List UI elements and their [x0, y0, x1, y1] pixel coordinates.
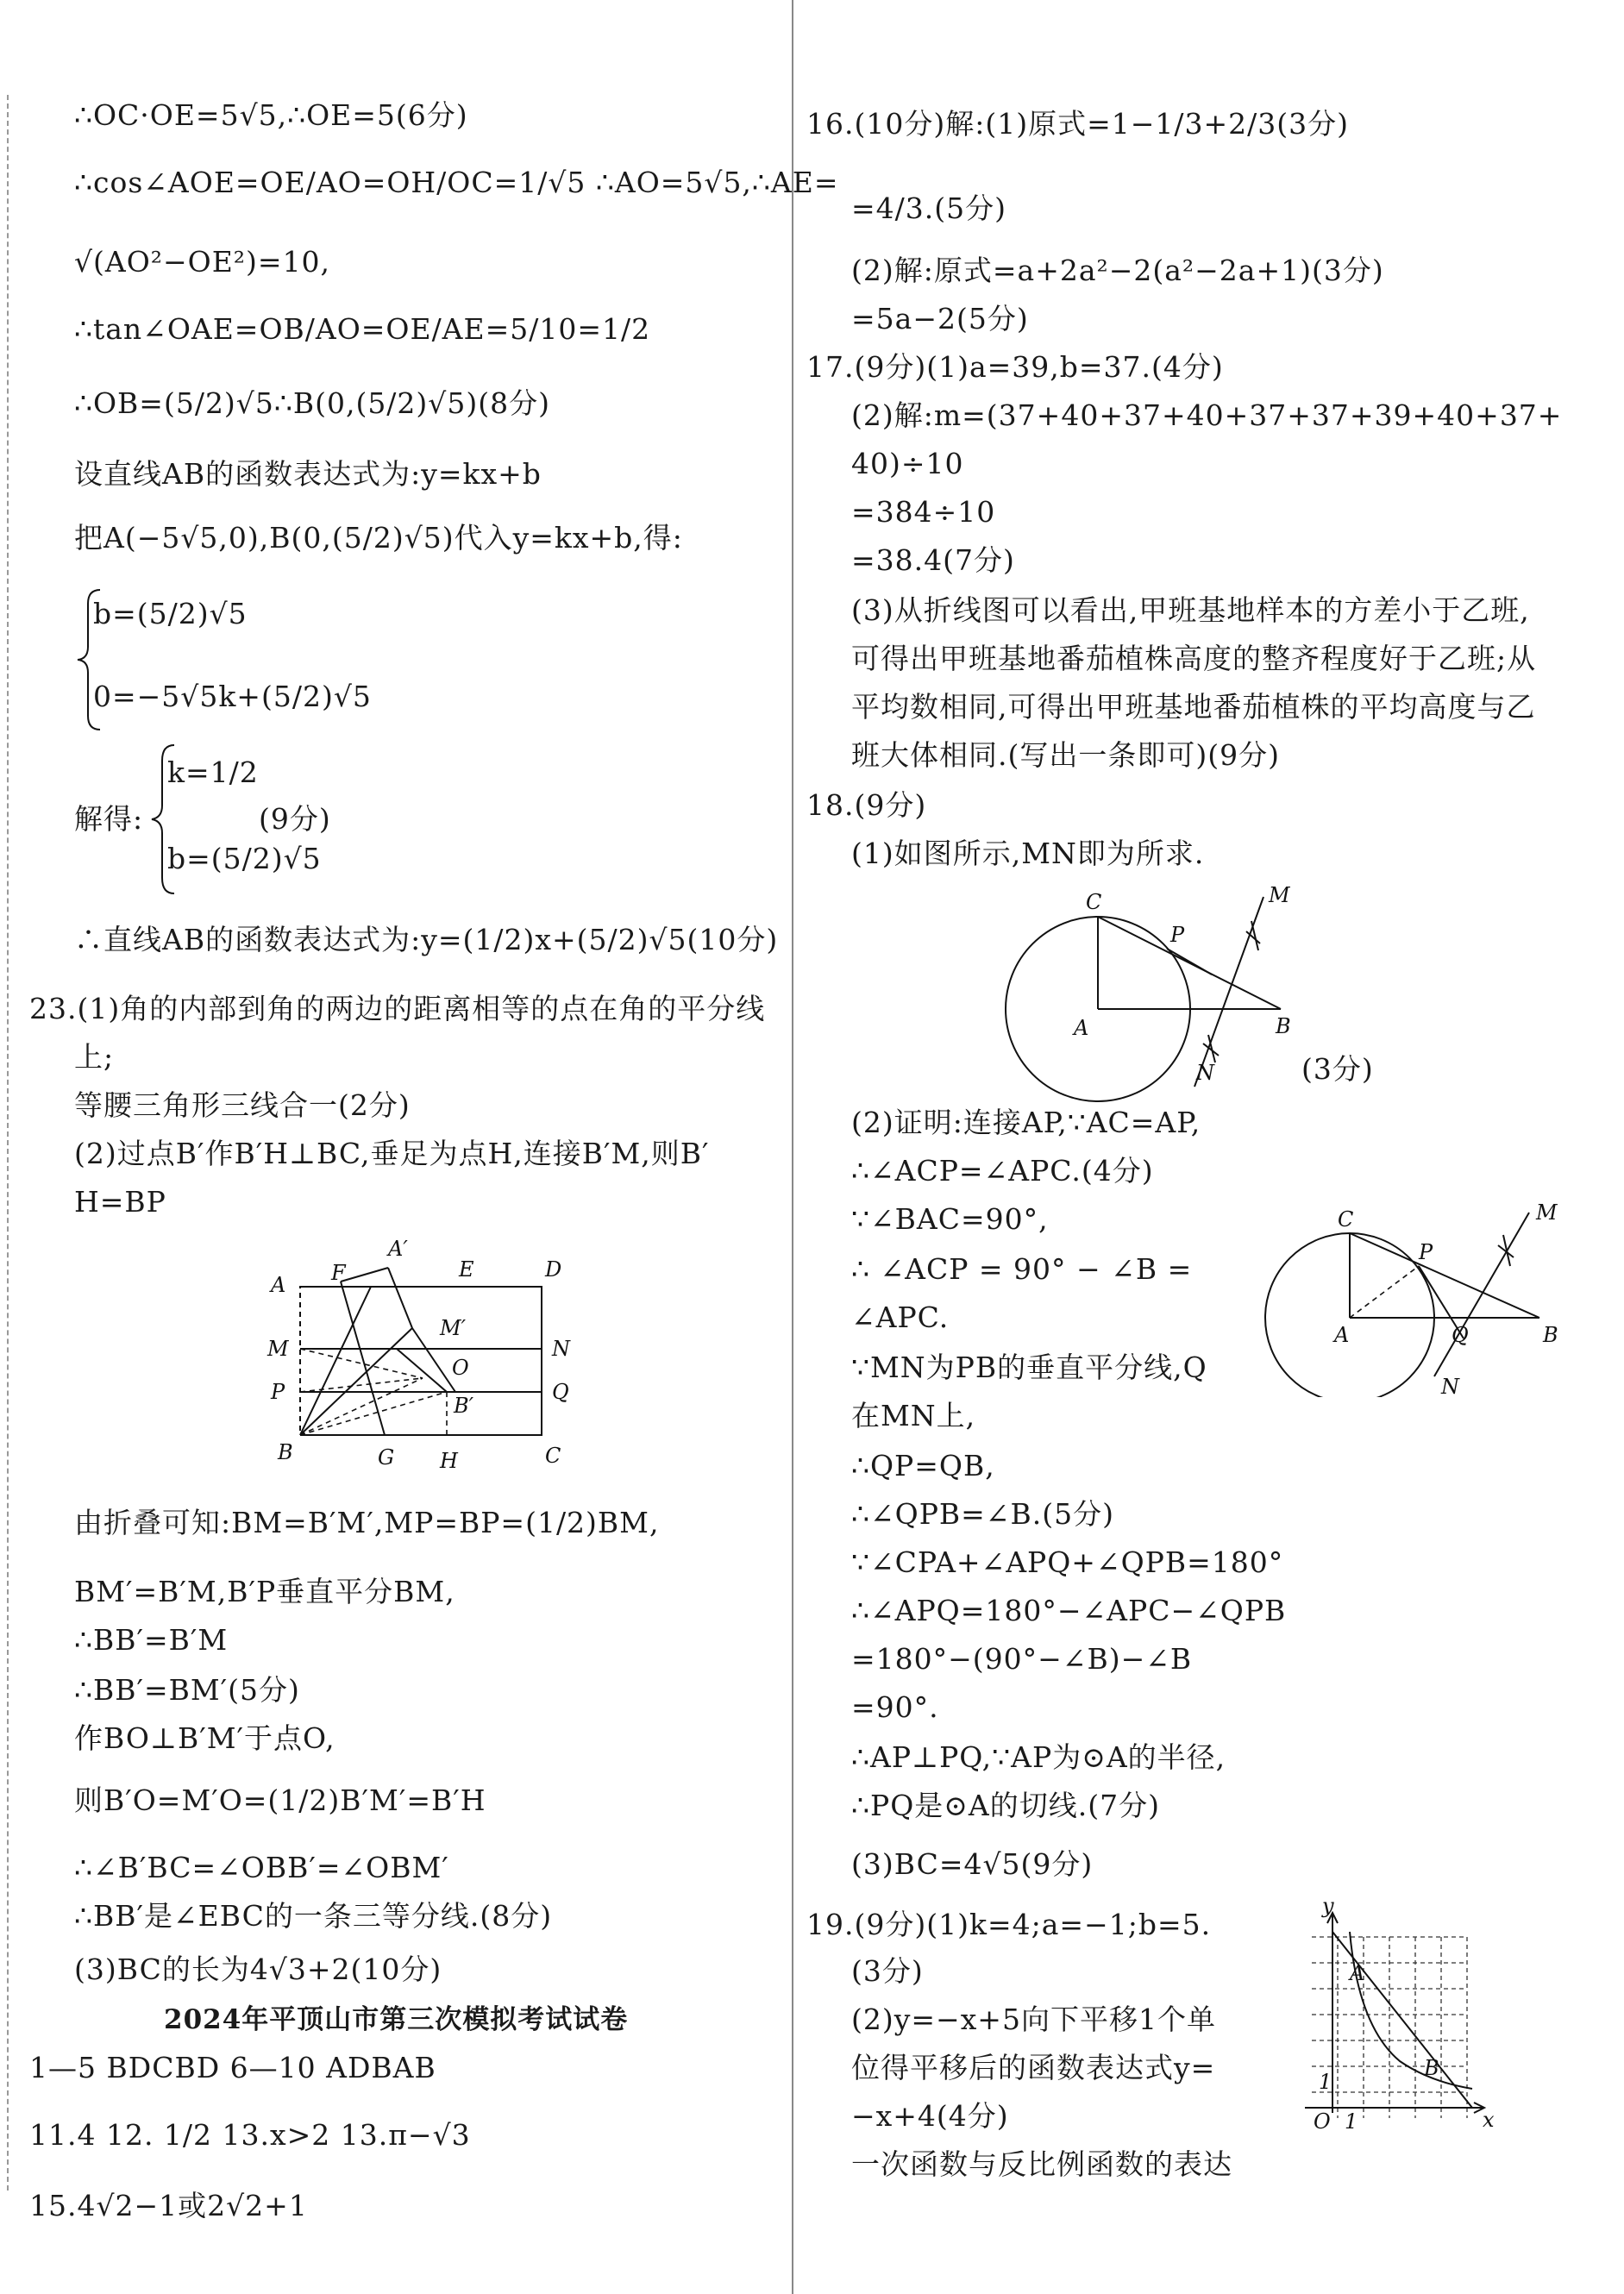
- text-line: =180°−(90°−∠B)−∠B: [851, 1642, 1193, 1676]
- text-line: (3)BC的长为4√3+2(10分): [74, 1952, 442, 1986]
- circle-figure-2: [1255, 1199, 1583, 1397]
- text-line: 等腰三角形三线合一(2分): [74, 1088, 411, 1122]
- label-F: F: [331, 1261, 346, 1285]
- score-label: (9分): [259, 802, 331, 836]
- origin-label: O: [1314, 2109, 1331, 2134]
- text-line: ∵∠CPA+∠APQ+∠QPB=180°: [851, 1545, 1284, 1579]
- text-line: =384÷10: [851, 495, 996, 529]
- text-line: (2)证明:连接AP,∵AC=AP,: [851, 1106, 1201, 1139]
- tick-label-y: 1: [1319, 2070, 1332, 2094]
- text-line: (2)y=−x+5向下平移1个单: [851, 2003, 1216, 2036]
- label-N: N: [552, 1337, 570, 1361]
- text-line: ∠APC.: [851, 1301, 950, 1334]
- label-M: M: [1269, 883, 1290, 907]
- label-M: M: [267, 1337, 289, 1361]
- text-line: ∴ ∠ACP = 90° − ∠B =: [851, 1252, 1193, 1286]
- text-line: BM′=B′M,B′P垂直平分BM,: [74, 1575, 455, 1608]
- label-Q: Q: [1452, 1323, 1469, 1347]
- text-line: 位得平移后的函数表达式y=: [851, 2051, 1216, 2084]
- axis-label-x: x: [1483, 2108, 1495, 2132]
- label-P: P: [271, 1380, 285, 1404]
- equation-line: k=1/2: [167, 755, 259, 789]
- label-B: B: [1276, 1014, 1291, 1038]
- label-C: C: [545, 1444, 561, 1468]
- text-line: =38.4(7分): [851, 543, 1015, 577]
- equation-line: b=(5/2)√5: [167, 842, 322, 875]
- text-line: ∴∠ACP=∠APC.(4分): [851, 1154, 1154, 1188]
- text-line: ∴直线AB的函数表达式为:y=(1/2)x+(5/2)√5(10分): [74, 923, 779, 956]
- text-line: ∴BB′=BM′(5分): [74, 1673, 300, 1707]
- label-H: H: [440, 1449, 458, 1473]
- text-line: ∴BB′=B′M: [74, 1623, 229, 1657]
- text-line: 设直线AB的函数表达式为:y=kx+b: [74, 457, 542, 491]
- question-23: 23.(1)角的内部到角的两边的距离相等的点在角的平分线: [29, 992, 766, 1025]
- label-A: A: [271, 1273, 286, 1297]
- text-line: ∵∠BAC=90°,: [851, 1202, 1049, 1236]
- text-line: ∴OC·OE=5√5,∴OE=5(6分): [74, 98, 468, 132]
- text-line: ∴PQ是⊙A的切线.(7分): [851, 1789, 1160, 1822]
- right-column: [789, 0, 1624, 2294]
- text-line: ∴∠B′BC=∠OBB′=∠OBM′: [74, 1851, 449, 1884]
- text-line: H=BP: [74, 1185, 166, 1219]
- text-line: 解得:: [74, 802, 144, 836]
- text-line: (2)解:原式=a+2a²−2(a²−2a+1)(3分): [851, 254, 1384, 287]
- equation-line: 0=−5√5k+(5/2)√5: [93, 680, 372, 713]
- text-line: (3)从折线图可以看出,甲班基地样本的方差小于乙班,: [851, 593, 1530, 627]
- label-Q: Q: [552, 1380, 569, 1404]
- text-line: ∴∠APQ=180°−∠APC−∠QPB: [851, 1594, 1287, 1627]
- text-line: ∴cos∠AOE=OE/AO=OH/OC=1/√5 ∴AO=5√5,∴AE=: [74, 166, 839, 199]
- text-line: 把A(−5√5,0),B(0,(5/2)√5)代入y=kx+b,得:: [74, 521, 683, 555]
- label-G: G: [378, 1445, 395, 1470]
- equation-line: b=(5/2)√5: [93, 597, 248, 630]
- text-line: =5a−2(5分): [851, 302, 1029, 335]
- question-18: 18.(9分): [806, 788, 927, 822]
- text-line: ∴∠QPB=∠B.(5分): [851, 1497, 1114, 1531]
- label-M: M: [1536, 1200, 1558, 1225]
- text-line: 40)÷10: [851, 447, 964, 480]
- label-B-prime: B′: [454, 1394, 474, 1418]
- text-line: ∴tan∠OAE=OB/AO=OE/AE=5/10=1/2: [74, 312, 651, 346]
- text-line: (2)解:m=(37+40+37+40+37+37+39+40+37+: [851, 398, 1563, 432]
- label-A: A: [1074, 1016, 1089, 1040]
- text-line: 班大体相同.(写出一条即可)(9分): [851, 738, 1280, 772]
- text-line: ∵MN为PB的垂直平分线,Q: [851, 1351, 1207, 1384]
- question-16: 16.(10分)解:(1)原式=1−1/3+2/3(3分): [806, 107, 1349, 141]
- text-line: 则B′O=M′O=(1/2)B′M′=B′H: [74, 1783, 486, 1817]
- label-P: P: [1419, 1240, 1433, 1264]
- label-O: O: [452, 1356, 469, 1380]
- text-line: =4/3.(5分): [851, 191, 1006, 225]
- label-B: B: [1543, 1323, 1558, 1347]
- text-line: −x+4(4分): [851, 2099, 1009, 2133]
- label-A: A: [1334, 1323, 1350, 1347]
- text-line: 可得出甲班基地番茄植株高度的整齐程度好于乙班;从: [851, 642, 1537, 675]
- label-C: C: [1086, 890, 1102, 914]
- label-N: N: [1196, 1061, 1214, 1085]
- text-line: 由折叠可知:BM=B′M′,MP=BP=(1/2)BM,: [74, 1506, 660, 1539]
- text-line: (2)过点B′作B′H⊥BC,垂足为点H,连接B′M,则B′: [74, 1137, 710, 1170]
- text-line: ∴QP=QB,: [851, 1449, 995, 1482]
- text-line: 上;: [74, 1040, 115, 1074]
- text-line: (3)BC=4√5(9分): [851, 1847, 1094, 1881]
- text-line: (1)如图所示,MN即为所求.: [851, 837, 1205, 870]
- axis-label-y: y: [1322, 1897, 1334, 1918]
- text-line: 平均数相同,可得出甲班基地番茄植株的平均高度与乙: [851, 690, 1536, 724]
- text-line: 一次函数与反比例函数的表达: [851, 2147, 1232, 2181]
- text-line: ∴OB=(5/2)√5∴B(0,(5/2)√5)(8分): [74, 386, 550, 420]
- label-P: P: [1170, 923, 1185, 947]
- exam-title: 2024年平顶山市第三次模拟考试试卷: [164, 2004, 629, 2035]
- answers-11-13: 11.4 12. 1/2 13.x>2 13.π−√3: [29, 2118, 471, 2152]
- answer-15: 15.4√2−1或2√2+1: [29, 2189, 308, 2222]
- answers-1-10: 1—5 BDCBD 6—10 ADBAB: [29, 2051, 436, 2084]
- label-C: C: [1338, 1207, 1354, 1232]
- folding-rectangle-figure: [259, 1233, 595, 1492]
- label-D: D: [545, 1257, 562, 1282]
- score-label: (3分): [1301, 1052, 1374, 1086]
- text-line: (3分): [851, 1954, 924, 1988]
- label-A-prime: A′: [388, 1237, 408, 1261]
- question-19: 19.(9分)(1)k=4;a=−1;b=5.: [806, 1908, 1212, 1941]
- label-N: N: [1441, 1375, 1459, 1397]
- text-line: 在MN上,: [851, 1399, 976, 1432]
- label-E: E: [459, 1257, 474, 1282]
- tick-label-x: 1: [1345, 2109, 1358, 2134]
- text-line: √(AO²−OE²)=10,: [74, 245, 331, 279]
- question-17: 17.(9分)(1)a=39,b=37.(4分): [806, 350, 1224, 384]
- label-B: B: [278, 1440, 293, 1464]
- label-M-prime: M′: [440, 1316, 467, 1340]
- text-line: 作BO⊥B′M′于点O,: [74, 1721, 335, 1755]
- text-line: ∴BB′是∠EBC的一条三等分线.(8分): [74, 1899, 553, 1933]
- text-line: =90°.: [851, 1690, 939, 1724]
- label-A: A: [1350, 1961, 1365, 1985]
- function-graph: [1288, 1897, 1495, 2139]
- circle-figure-1: [988, 880, 1298, 1104]
- text-line: ∴AP⊥PQ,∵AP为⊙A的半径,: [851, 1740, 1226, 1774]
- label-B: B: [1424, 2056, 1439, 2080]
